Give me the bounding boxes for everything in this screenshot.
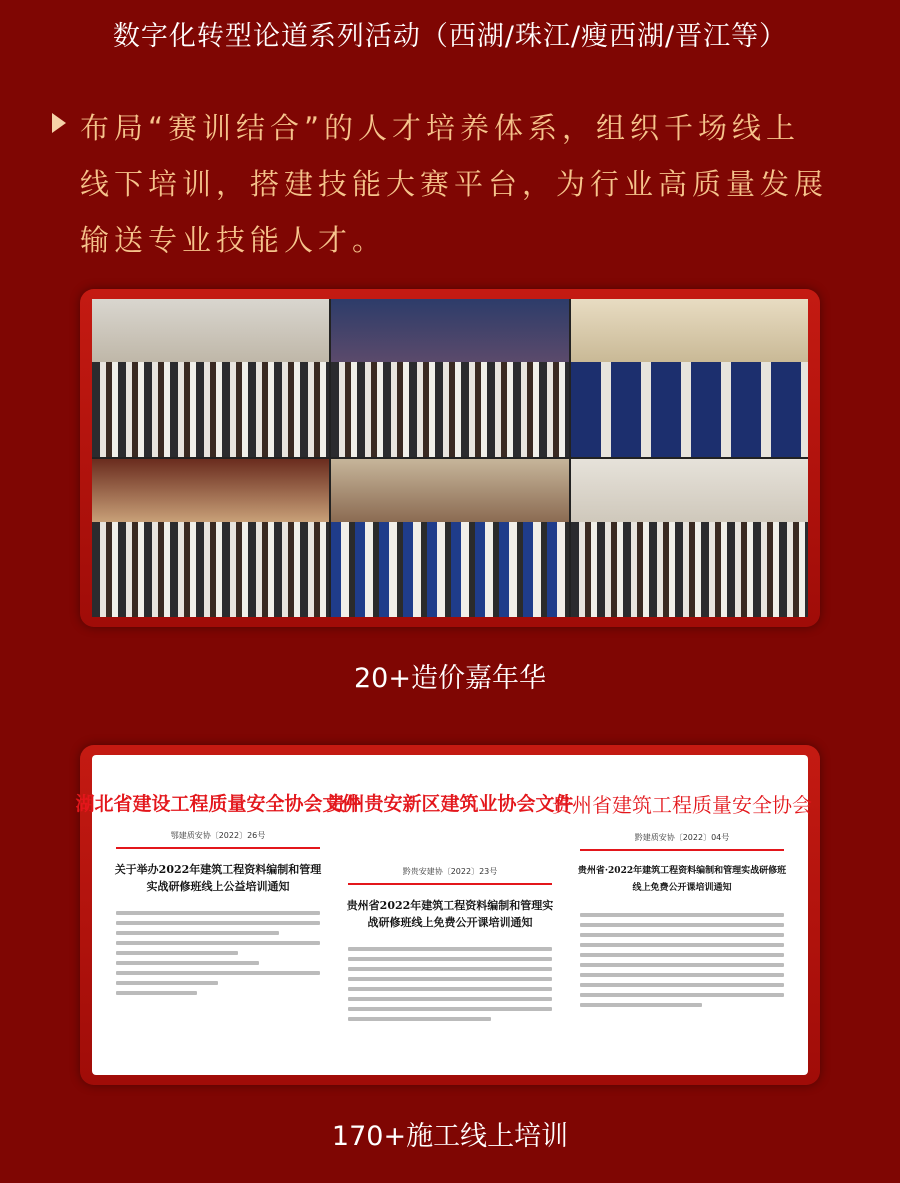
triangle-bullet-icon [52, 113, 66, 133]
event-photos-card [80, 289, 820, 627]
notice-document [326, 769, 574, 1061]
notice-document [552, 769, 812, 1061]
intro-paragraph: 布局“赛训结合”的人才培养体系，组织千场线上线下培训，搭建技能大赛平台，为行业高质量发展输送专业技能人才。 [80, 111, 829, 257]
doc-subject: 关于举办2022年建筑工程资料编制和管理实战研修班线上公益培训通知 [114, 863, 322, 893]
documents-card [75, 745, 820, 1085]
doc-body [348, 941, 553, 1027]
photos-caption: 20+造价嘉年华 [354, 663, 546, 694]
doc-subject: 贵州省2022年建筑工程资料编制和管理实战研修班线上免费公开课培训通知 [346, 899, 554, 929]
event-photo [92, 299, 329, 457]
event-photo [92, 459, 329, 617]
documents-caption: 170+施工线上培训 [331, 1121, 569, 1152]
event-photo [331, 459, 568, 617]
divider [580, 849, 785, 851]
doc-org: 贵州贵安新区建筑业协会文件 [326, 793, 574, 815]
doc-number: 鄂建质安协〔2022〕26号 [170, 831, 266, 840]
divider [116, 847, 321, 849]
notice-document [75, 769, 361, 1061]
doc-org: 贵州省建筑工程质量安全协会 [552, 793, 812, 817]
page-title: 数字化转型论道系列活动（西湖/珠江/瘦西湖/晋江等） [112, 21, 788, 52]
doc-org: 湖北省建设工程质量安全协会文件 [75, 793, 361, 815]
doc-subject: 贵州省·2022年建筑工程资料编制和管理实战研修班线上免费公开课培训通知 [577, 866, 787, 893]
divider [348, 883, 553, 885]
event-photo [571, 459, 808, 617]
doc-body [580, 907, 785, 1013]
event-photo [571, 299, 808, 457]
event-photo [331, 299, 568, 457]
doc-number: 黔贵安建协〔2022〕23号 [402, 867, 498, 876]
doc-body [116, 905, 321, 1001]
doc-number: 黔建质安协〔2022〕04号 [634, 833, 730, 842]
